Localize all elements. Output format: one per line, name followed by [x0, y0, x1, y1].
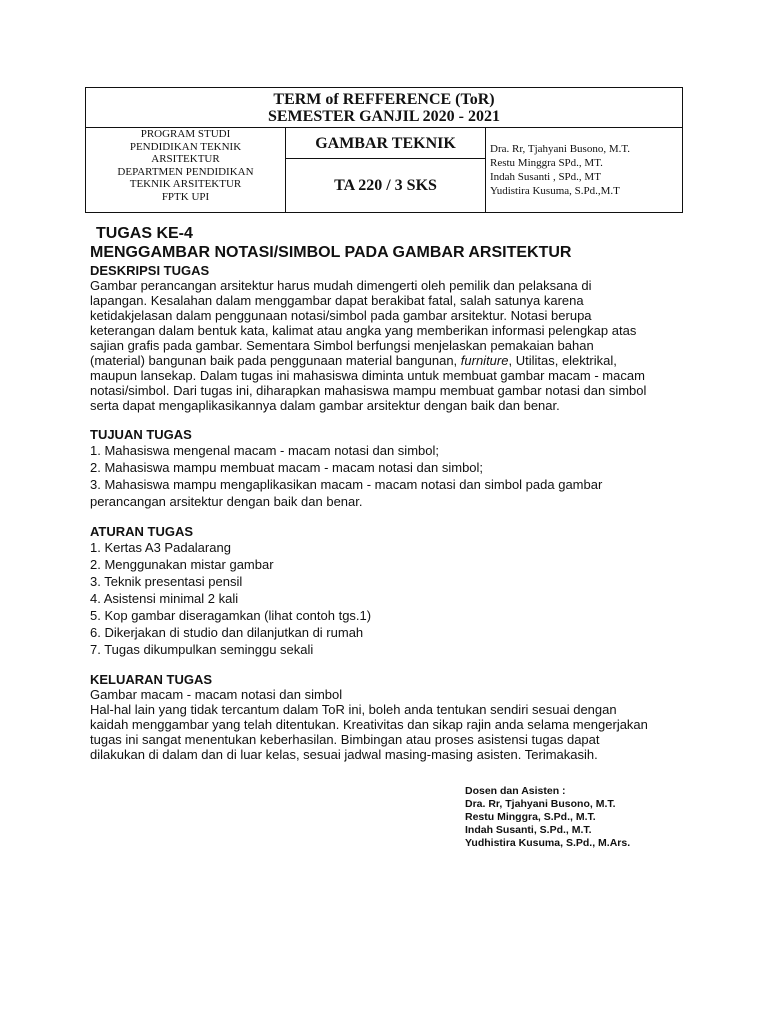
- course-name: GAMBAR TEKNIK: [286, 128, 485, 159]
- tor-title-line2: SEMESTER GANJIL 2020 - 2021: [267, 108, 501, 125]
- list-item: 6. Dikerjakan di studio dan dilanjutkan di rumah: [90, 625, 364, 640]
- description-line: serta dapat mengaplikasikannya dalam gambar arsitektur dengan baik dan benar.: [90, 398, 560, 413]
- document-body: [90, 225, 690, 762]
- tor-title: [86, 88, 682, 128]
- lecturer-list: [490, 142, 682, 198]
- lecturer-name: Restu Minggra SPd., MT.: [490, 157, 603, 169]
- lecturer-name: Dra. Rr, Tjahyani Busono, M.T.: [490, 143, 630, 155]
- task-number: TUGAS KE-4: [96, 225, 193, 242]
- signature-heading: Dosen dan Asisten :: [465, 785, 566, 797]
- signature-name: Dra. Rr, Tjahyani Busono, M.T.: [465, 798, 616, 810]
- list-item: 1. Mahasiswa mengenal macam - macam notasi dan simbol;: [90, 443, 439, 458]
- output-line: dilakukan di dalam dan di luar kelas, sesuai jadwal masing-masing asisten. Terimakasih.: [90, 747, 598, 762]
- description-line: Gambar perancangan arsitektur harus mudah dimengerti oleh pemilik dan pelaksana di: [90, 278, 592, 293]
- list-item: 2. Menggunakan mistar gambar: [90, 557, 274, 572]
- list-item: 3. Mahasiswa mampu mengaplikasikan macam - macam notasi dan simbol pada gambar: [90, 477, 603, 492]
- list-item: 7. Tugas dikumpulkan seminggu sekali: [90, 642, 314, 657]
- description-line: notasi/simbol. Dari tugas ini, diharapkan mahasiswa mampu membuat gambar notasi dan simbol: [90, 383, 647, 398]
- program-line: PENDIDIKAN TEKNIK: [129, 140, 242, 153]
- tor-header-table: [85, 87, 683, 213]
- program-line: FPTK UPI: [161, 190, 210, 203]
- list-item: perancangan arsitektur dengan baik dan benar.: [90, 494, 363, 509]
- rules-list: [90, 539, 690, 658]
- course-info: [286, 128, 486, 212]
- signature-name: Restu Minggra, S.Pd., M.T.: [465, 811, 596, 823]
- description-heading: DESKRIPSI TUGAS: [90, 263, 210, 278]
- list-item: 2. Mahasiswa mampu membuat macam - macam notasi dan simbol;: [90, 460, 484, 475]
- program-line: PROGRAM STUDI: [140, 128, 231, 140]
- program-info: [86, 128, 286, 212]
- lecturer-name: Yudistira Kusuma, S.Pd.,M.T: [490, 185, 620, 197]
- program-line: DEPARTMEN PENDIDIKAN: [117, 165, 254, 178]
- description-line: maupun lansekap. Dalam tugas ini mahasiswa diminta untuk membuat gambar macam - macam: [90, 368, 645, 383]
- signature-name: Yudhistira Kusuma, S.Pd., M.Ars.: [465, 837, 631, 849]
- list-item: 5. Kop gambar diseragamkan (lihat contoh tgs.1): [90, 608, 372, 623]
- italic-term: furniture: [460, 353, 509, 368]
- output-line: Hal-hal lain yang tidak tercantum dalam ToR ini, boleh anda tentukan sendiri sesuai dengan: [90, 702, 617, 717]
- list-item: 4. Asistensi minimal 2 kali: [90, 591, 239, 606]
- output-heading: KELUARAN TUGAS: [90, 672, 213, 687]
- list-item: 3. Teknik presentasi pensil: [90, 574, 243, 589]
- lecturer-name: Indah Susanti , SPd., MT: [490, 171, 601, 183]
- signature-name: Indah Susanti, S.Pd., M.T.: [465, 824, 592, 836]
- program-line: TEKNIK ARSITEKTUR: [129, 178, 242, 191]
- description-line: ketidakjelasan dalam penggunaan notasi/simbol pada gambar arsitektur. Notasi berupa: [90, 308, 592, 323]
- output-line: kaidah menggambar yang telah ditentukan. Kreativitas dan sikap rajin anda selama mengerjakan: [90, 717, 648, 732]
- tor-title-line1: TERM of REFFERENCE (ToR): [273, 91, 495, 108]
- task-title: MENGGAMBAR NOTASI/SIMBOL PADA GAMBAR ARSITEKTUR: [90, 244, 572, 261]
- description-line: lapangan. Kesalahan dalam menggambar dapat berakibat fatal, salah satunya karena: [90, 293, 584, 308]
- output-line: tugas ini sangat menentukan keberhasilan. Bimbingan atau proses asistensi tugas dapat: [90, 732, 600, 747]
- description-line: sajian grafis pada gambar. Sementara Simbol berfungsi menjelaskan pemakaian bahan: [90, 338, 594, 353]
- rules-heading: ATURAN TUGAS: [90, 524, 194, 539]
- course-code: TA 220 / 3 SKS: [334, 177, 437, 194]
- objectives-list: [90, 442, 690, 510]
- description-text: [90, 278, 690, 413]
- description-line: keterangan dalam bentuk kata, kalimat atau angka yang memberikan informasi pelengkap atas: [90, 323, 637, 338]
- signature-block: [465, 785, 630, 850]
- description-line-end: , Utilitas, elektrikal,: [508, 353, 617, 368]
- list-item: 1. Kertas A3 Padalarang: [90, 540, 231, 555]
- description-line: [90, 353, 690, 368]
- output-text: [90, 687, 690, 762]
- program-line: ARSITEKTUR: [151, 153, 220, 166]
- objectives-heading: TUJUAN TUGAS: [90, 427, 192, 442]
- output-line: Gambar macam - macam notasi dan simbol: [90, 687, 343, 702]
- description-line-start: (material) bangunan baik pada penggunaan material bangunan,: [90, 353, 461, 368]
